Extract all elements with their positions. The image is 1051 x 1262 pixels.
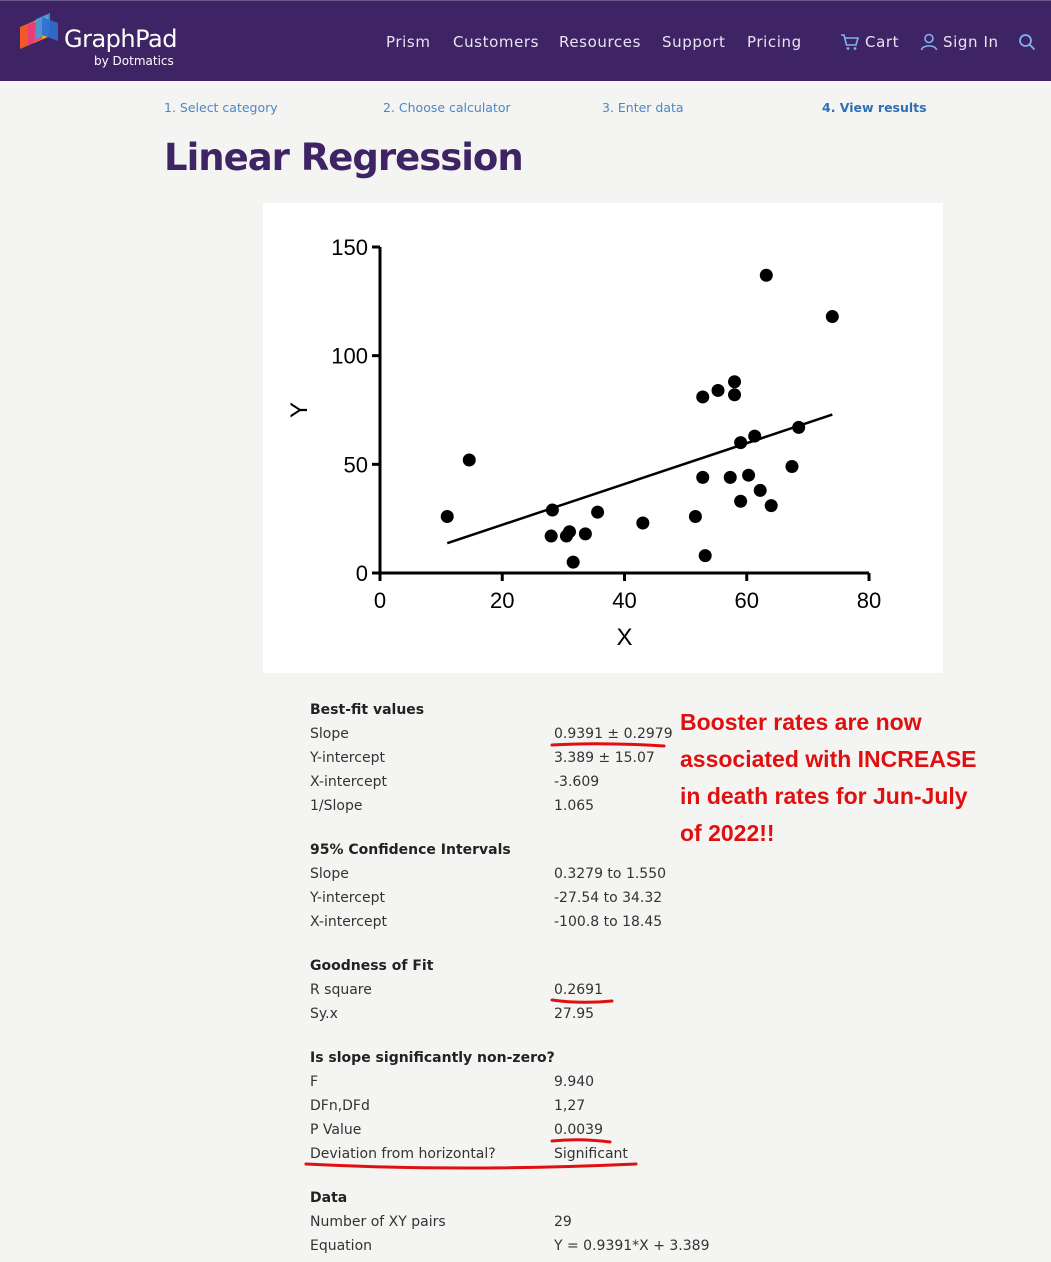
nav-sign-in[interactable]: Sign In: [943, 33, 999, 51]
red-annotation: [680, 704, 1040, 852]
section-goodness-of-fit: Goodness of Fit: [310, 958, 434, 974]
cart-icon[interactable]: [840, 33, 860, 51]
row-value: -3.609: [554, 774, 600, 790]
step-choose-calculator[interactable]: 2. Choose calculator: [383, 100, 511, 115]
data-point: [712, 384, 725, 397]
data-point: [636, 517, 649, 530]
row-label: F: [310, 1074, 319, 1090]
row-label: Slope: [310, 726, 349, 742]
row-value: 3.389 ± 15.07: [554, 750, 655, 766]
row-value: -27.54 to 34.32: [554, 890, 663, 906]
scatter-plot: [263, 203, 943, 673]
row-label: R square: [310, 982, 372, 998]
data-point: [699, 549, 712, 562]
annotation-line: in death rates for Jun-July: [680, 783, 968, 809]
data-point: [748, 430, 761, 443]
x-axis-label: X: [616, 624, 633, 651]
row-label: Y-intercept: [310, 750, 385, 766]
row-value: 0.3279 to 1.550: [554, 866, 667, 882]
row-value: -100.8 to 18.45: [554, 914, 663, 930]
y-tick-label: 150: [331, 235, 368, 260]
data-point: [728, 388, 741, 401]
row-value: Significant: [554, 1146, 628, 1162]
underline-deviation: [300, 1158, 645, 1174]
x-tick-label: 80: [856, 588, 882, 613]
data-point: [563, 525, 576, 538]
row-value: 1.065: [554, 798, 595, 814]
search-icon[interactable]: [1018, 33, 1036, 51]
data-point: [742, 469, 755, 482]
data-point: [696, 471, 709, 484]
data-point: [760, 269, 773, 282]
underline-pvalue: [540, 1134, 620, 1148]
wizard-steps: [0, 100, 1051, 120]
data-point: [728, 375, 741, 388]
row-label: X-intercept: [310, 774, 387, 790]
data-point: [826, 310, 839, 323]
y-axis-label: Y: [286, 401, 313, 419]
row-value: 27.95: [554, 1006, 595, 1022]
section-significance: Is slope significantly non-zero?: [310, 1050, 555, 1066]
row-label: Slope: [310, 866, 349, 882]
data-point: [734, 495, 747, 508]
nav-customers[interactable]: Customers: [453, 33, 540, 51]
row-label: DFn,DFd: [310, 1098, 370, 1114]
x-tick-label: 0: [373, 588, 387, 613]
y-tick-label: 50: [343, 452, 368, 478]
brand-sub: by Dotmatics: [94, 54, 174, 68]
nav-pricing[interactable]: Pricing: [747, 33, 802, 51]
row-value: 0.2691: [554, 982, 603, 998]
data-point: [724, 471, 737, 484]
row-label: Equation: [310, 1238, 373, 1254]
graphpad-logo-icon: [18, 13, 62, 53]
x-tick-label: 20: [490, 588, 515, 613]
data-point: [689, 510, 702, 523]
data-point: [792, 421, 805, 434]
data-point: [734, 436, 747, 449]
data-point: [591, 506, 604, 519]
data-point: [546, 503, 559, 516]
step-view-results: 4. View results: [822, 100, 927, 115]
row-label: Y-intercept: [310, 890, 385, 906]
y-tick-label: 100: [331, 343, 368, 369]
annotation-line: Booster rates are now: [680, 709, 922, 735]
data-point: [463, 453, 476, 466]
nav-prism[interactable]: Prism: [386, 33, 431, 51]
underline-rsquare: [540, 994, 620, 1008]
annotation-line: of 2022!!: [680, 820, 775, 846]
x-tick-label: 40: [612, 588, 637, 613]
user-icon[interactable]: [920, 33, 938, 51]
step-enter-data[interactable]: 3. Enter data: [602, 100, 684, 115]
data-point: [754, 484, 767, 497]
step-select-category[interactable]: 1. Select category: [164, 100, 278, 115]
section-best-fit: Best-fit values: [310, 702, 425, 718]
row-label: Sy.x: [310, 1006, 338, 1022]
data-point: [545, 530, 558, 543]
row-label: Number of XY pairs: [310, 1214, 446, 1230]
section-data: Data: [310, 1190, 348, 1206]
data-point: [579, 527, 592, 540]
data-point: [696, 390, 709, 403]
regression-chart: [263, 203, 943, 673]
graphpad-logo[interactable]: [18, 13, 188, 73]
nav-resources[interactable]: Resources: [559, 33, 642, 51]
top-nav: [0, 0, 1051, 81]
x-tick-label: 60: [734, 588, 759, 613]
nav-support[interactable]: Support: [662, 33, 726, 51]
y-tick-label: 0: [355, 561, 368, 586]
row-value: 0.0039: [554, 1122, 603, 1138]
data-point: [441, 510, 454, 523]
row-value: 9.940: [554, 1074, 595, 1090]
section-ci: 95% Confidence Intervals: [310, 842, 511, 858]
row-value: 29: [554, 1214, 572, 1230]
row-value: 1,27: [554, 1098, 586, 1114]
nav-cart[interactable]: Cart: [865, 33, 900, 51]
underline-slope: [540, 738, 670, 752]
row-label: 1/Slope: [310, 798, 363, 814]
data-point: [785, 460, 798, 473]
page-title: Linear Regression: [164, 136, 523, 179]
brand-name: GraphPad: [64, 25, 177, 53]
annotation-line: associated with INCREASE: [680, 746, 977, 772]
row-label: P Value: [310, 1122, 362, 1138]
data-point: [567, 556, 580, 569]
row-label: X-intercept: [310, 914, 387, 930]
data-point: [765, 499, 778, 512]
row-label: Deviation from horizontal?: [310, 1146, 496, 1162]
row-value: Y = 0.9391*X + 3.389: [554, 1238, 710, 1254]
row-value: 0.9391 ± 0.2979: [554, 726, 673, 742]
